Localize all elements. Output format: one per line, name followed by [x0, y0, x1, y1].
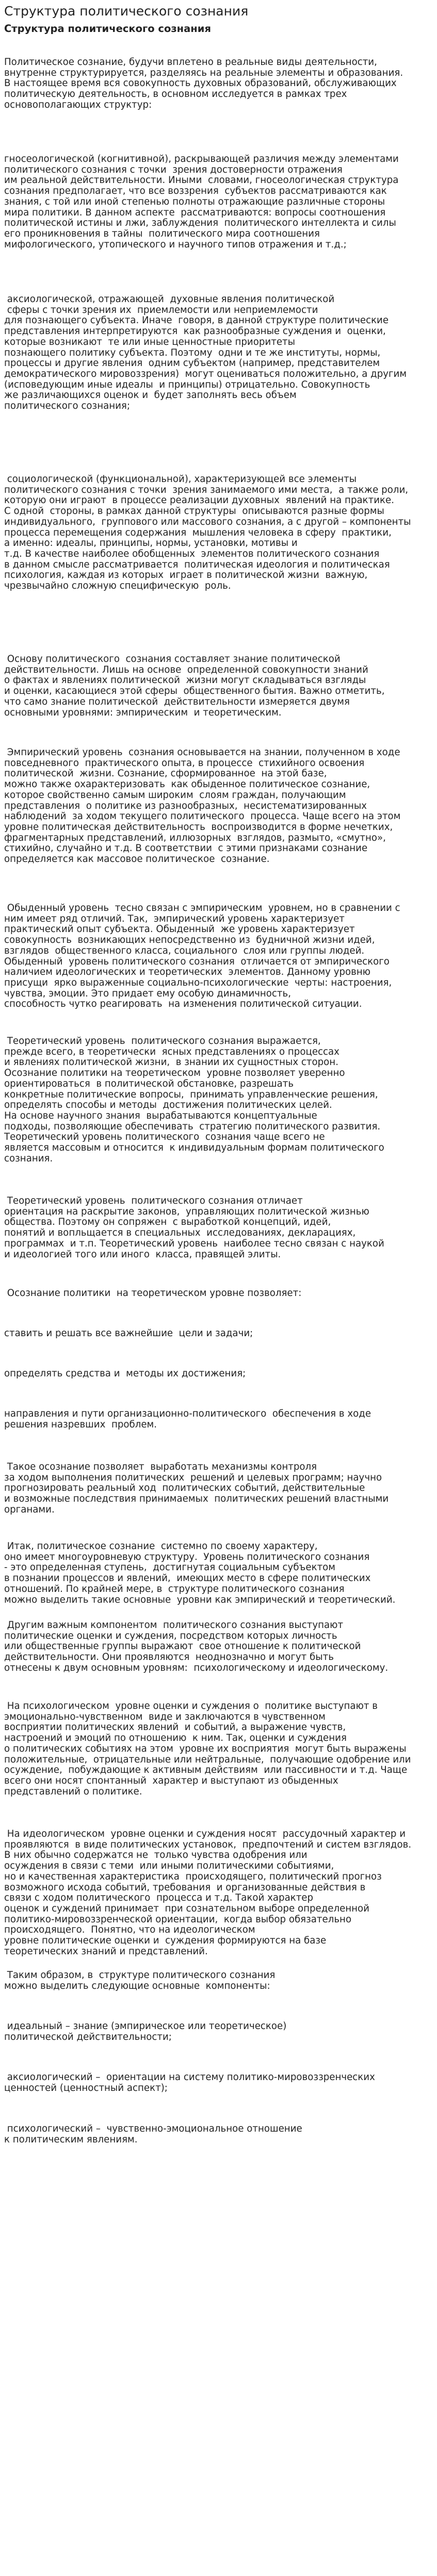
paragraph-ideological-level: На идеологическом уровне оценки и суждения носят рассудочный характер и проявляются в виде политических установок, предпочтений и систем взглядов. В них обычно содержатся не только чувства одобрения или осуждения в связи с теми или иными политическими событиями, но и качественная характеристика происходящего, политический прогноз возможного исхода событий, требования и организованные действия в связи с ходом политического процесса и т.д. Такой характер оценок и суждений принимает при сознательном выборе определенной политико-мировоззренческой ориентации, когда выбор обязательно происходящего. Понятно, что на идеологическом уровне политические оценки и суждения формируются на базе теоретических знаний и представлений. [4, 1829, 412, 1957]
paragraph-theoretical-level: Теоретический уровень политического сознания выражается, прежде всего, в теоретически ясных представлениях о процессах и явлениях политической жизни, в знании их сущностных сторон. Осознание политики на теоретическом уровне позволяет уверенно ориентироваться в политической обстановке, разрешать конкретные политические вопросы, принимать управленческие решения, определять способы и методы достижения политических целей. На основе научного знания вырабатываются концептуальные подходы, позволяющие обеспечивать стратегию политического развития. Теоретический уровень политического сознания чаще всего не является массовым и относится к индивидуальным формам политического сознания. [4, 1036, 384, 1164]
paragraph-sociological: социологической (функциональной), характеризующей все элементы политического сознания с точки зрения занимаемого ими места, а также роли, которую они играют в процессе реализации духовных явлений на практике. С одной стороны, в рамках данной структуры описываются разные формы индивидуального, группового или массового сознания, а с другой – компоненты процесса перемещения содержания мышления человека в сферу практики, а именно: идеалы, принципы, нормы, установки, мотивы и т.д. В качестве наиболее обобщенных элементов политического сознания в данном смысле рассматривается политическая идеология и политическая психология, каждая из которых играет в политической жизни важную, чрезвычайно сложную специфическую роль. [4, 474, 411, 592]
paragraph-intro: Политическое сознание, будучи вплетено в реальные виды деятельности, внутренне структурируется, разделяясь на реальные элементы и образования. В настоящее время вся совокупность духовных образований, обслуживающих политическую деятельность, в основном исследуется в рамках трех основополагающих структур: [4, 57, 403, 110]
page-subtitle: Структура политического сознания [4, 23, 211, 35]
list-item-axiological: аксиологический – ориентации на систему политико-мировоззренческих ценностей (ценностный аспект); [4, 2072, 375, 2093]
list-item-means: определять средства и методы их достижения; [4, 1368, 246, 1379]
paragraph-systemic: Итак, политическое сознание системно по своему характеру, оно имеет многоуровневую структуру. Уровень политического сознания - это определенная ступень, достигнутая социальным субъектом в познании процессов и явлений, имеющих место в сфере политических отношений. По крайней мере, в структуре политического сознания можно выделить такие основные уровни как эмпирический и теоретический. [4, 1541, 396, 1605]
list-item-ideal: идеальный – знание (эмпирическое или теоретическое) политической действительности; [4, 2021, 287, 2042]
paragraph-conclusion: Таким образом, в структуре политического сознания можно выделить следующие основные компоненты: [4, 1970, 276, 1991]
list-item-goals: ставить и решать все важнейшие цели и задачи; [4, 1328, 253, 1339]
paragraph-gnoseological: гносеологической (когнитивной), раскрывающей различия между элементами политического сознания с точки зрения достоверности отражения им реальной действительности. Иными словами, гносеологическая структура сознания предполагает, что все воззрения субъектов рассматриваются как знания, с той или иной степенью полноты отражающие различные стороны мира политики. В данном аспекте рассматриваются: вопросы соотношения политической истины и лжи, заблуждения политического интеллекта и силы его проникновения в тайны политического мира соотношения мифологического, утопического и научного типов отражения и т.д.; [4, 154, 399, 250]
paragraph-theoretical-orientation: Теоретический уровень политического сознания отличает ориентация на раскрытие законов, управляющих политической жизнью общества. Поэтому он сопряжен с выработкой концепций, идей, понятий и вопльщается в специальных исследованиях, декларациях, программах и т.п. Теоретический уровень наиболее тесно связан с наукой и идеологией того или иного класса, правящей элиты. [4, 1195, 384, 1260]
paragraph-empirical-level: Эмпирический уровень сознания основывается на знании, полученном в ходе повседневного практического опыта, в процессе стихийного освоения политической жизни. Сознание, сформированное на этой базе, можно также охарактеризовать как обыденное политическое сознание, которое свойственно самым широким слоям граждан, получающим представления о политике из разнообразных, несистематизированных наблюдений за ходом текущего политического процесса. Чаще всего на этом уровне политическая действительность воспроизводится в форме нечетких, фрагментарных представлений, иллюзорных взглядов, размыто, «смутно», стихийно, случайно и т.д. В соответствии с этими признаками сознание определяется как массовое политическое сознание. [4, 747, 401, 865]
paragraph-allows: Осознание политики на теоретическом уровне позволяет: [4, 1288, 302, 1299]
paragraph-assessments: Другим важным компонентом политического сознания выступают политические оценки и суждения, посредством которых личность или общественные группы выражают свое отношение к политической действительности. Они проявляются неоднозначно и могут быть отнесены к двум основным уровням: психологическому и идеологическому. [4, 1620, 389, 1673]
paragraph-axiological: аксиологической, отражающей духовные явления политической сферы с точки зрения их приемлемости или неприемлемости для познающего субъекта. Иначе говоря, в данной структуре политические представления интерпретируются как разнообразные суждения и оценки, которые возникают те или иные ценностные приоритеты познающего политику субъекта. Поэтому одни и те же институты, нормы, процессы и другие явления одним субъектом (например, представителем демократического мировоззрения) могут оцениваться положительно, а другим (исповедующим иные идеалы и принципы) отрицательно. Совокупность же различающихся оценок и будет заполнять весь объем политического сознания; [4, 294, 407, 412]
list-item-directions: направления и пути организационно-политического обеспечения в ходе решения назревших проблем. [4, 1408, 371, 1430]
paragraph-psychological-level: На психологическом уровне оценки и суждения о политике выступают в эмоционально-чувственном виде и заключаются в чувственном восприятии политических явлений и событий, а выражение чувств, настроений и эмоций по отношению к ним. Так, оценки и суждения о политических событиях на этом уровне их восприятия могут быть выражены положительные, отрицательные или нейтральные, получающие одобрение или осуждение, побуждающие к активным действиям или пассивности и т.д. Чаще всего они носят спонтанный характер и выступают из обыденных представлений о политике. [4, 1701, 411, 1797]
list-item-psychological: психологический – чувственно-эмоциональное отношение к политическим явлениям. [4, 2123, 302, 2145]
paragraph-ordinary-level: Обыденный уровень тесно связан с эмпирическим уровнем, но в сравнении с ним имеет ряд отличий. Так, эмпирический уровень характеризует практический опыт субъекта. Обыденный же уровень характеризует совокупность возникающих непосредственно из будничной жизни идей, взглядов общественного класса, социального слоя или группы людей. Обыденный уровень политического сознания отличается от эмпирического наличием идеологических и теоретических элементов. Данному уровню присущи ярко выраженные социально-психологические черты: настроения, чувства, эмоции. Это придает ему особую динамичность, способность чутко реагировать на изменения политической ситуации. [4, 903, 400, 1010]
paragraph-control: Такое осознание позволяет выработать механизмы контроля за ходом выполнения политических решений и целевых программ; научно прогнозировать реальный ход политических событий, действительные и возможные последствия принимаемых политических решений властными органами. [4, 1461, 389, 1515]
page-title: Структура политического сознания [4, 4, 249, 19]
paragraph-basis: Основу политического сознания составляет знание политической действительности. Лишь на основе определенной совокупности знаний о фактах и явлениях политической жизни могут складываться взгляды и оценки, касающиеся этой сферы общественного бытия. Важно отметить, что само знание политической действительности измеряется двумя основными уровнями: эмпирическим и теоретическим. [4, 654, 385, 718]
